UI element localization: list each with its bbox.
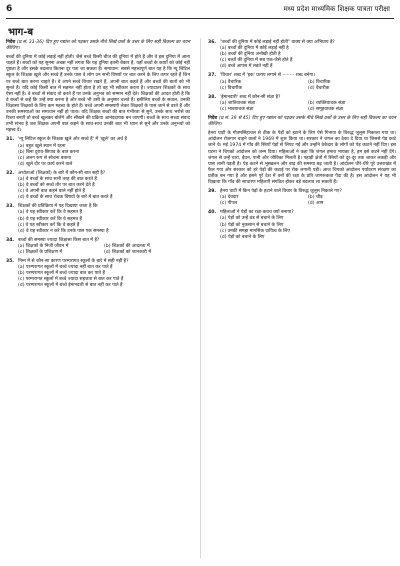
- answer-option: (b) विचारिक: [308, 79, 331, 85]
- answer-option: (d) आम: [308, 201, 324, 207]
- section-title: भाग-ब: [8, 27, 34, 38]
- answer-options: [208, 80, 396, 92]
- answer-option: (c) भाववाचक संज्ञा: [220, 106, 254, 112]
- left-column: [6, 40, 190, 293]
- question: [6, 171, 190, 201]
- question-38: [208, 95, 396, 113]
- question-number: 40.: [208, 210, 217, 216]
- answer-options: [208, 46, 396, 70]
- question-36: [208, 40, 396, 70]
- question: [208, 189, 396, 207]
- answer-options: [6, 144, 190, 168]
- question-number: 37.: [208, 73, 217, 79]
- question-number: 36.: [208, 40, 217, 45]
- question-number: 31.: [6, 137, 15, 143]
- answer-option: (d) समूहवाचक संज्ञा: [308, 106, 344, 112]
- header-rule: [6, 18, 394, 19]
- question-list: [6, 137, 190, 289]
- answer-option: (b) वे यह स्वीकार करें कि वे सहमत हैं: [18, 216, 82, 222]
- answer-options: [6, 244, 190, 256]
- passage: बच्चों की दुनिया में कोई लड़ाई नहीं होती। जैसे बच्चे किसी चीज की दुनिया में होते हैं और वे इस दुनिया में आना चाहते हैं। बच्चों को यह सुनना अच्छा नहीं लगता कि यह दुनिया इतनी बेकार है, यहाँ बच्चों के कार्यों को कोई नहीं पूछता है और इसके बदलाव कितना दूर पता जा सकता है। समाधान: सबसे महत्त्वपूर्ण बात यह है कि न्यू लिटिल स्कूल के शिक्षक खुले और सच्चे हैं उनके पास वे लोग उन सभी विषयों पर बात करने के लिए तत्पर रहते हैं जिन पर बच्चे बात करना चाहते हैं। वे अपने सच्चे विचार रखते हैं, अपनी बात कहते हैं और बच्चों की बातों को भी सुनते हैं। यदि कोई किसी बात में सहमत नहीं होता है तो वह भी स्वीकार करता है। ज्यादातर शिक्षकों के साथ ऐसा नहीं है। वे बच्चों से संवाद तो करते हैं पर उनके अनुभव को सम्मान नहीं देते। शिक्षकों की आदत होती है कि वे बच्चों से कहें कि उन्हें क्या करना है और बच्चे भी उसी के अनुसार चलते हैं। इसीलिए बच्चों के सवाल, उनकी जिज्ञासा शिक्षकों के लिए कम महत्त्व के होते हैं। बच्चे अपनी समस्याएँ लेकर शिक्षकों के पास जाने से डरते हैं और उनकी समस्याओं का समाधान नहीं हो पाता। यदि शिक्षक बच्चों की बात गंभीरता से सुनें, उनके साथ भरोसे का रिश्ता बनाएँ तो बच्चे खुलकर बोलेंगे और सीखने की प्रक्रिया आनंददायक बन जाएगी। बच्चों के साथ सच्चा संवाद तभी संभव है जब शिक्षक अपनी बात कहने के साथ-साथ उनकी बात भी ध्यान से सुनें और उनके अनुभवों को महत्त्व दें।: [6, 55, 190, 134]
- answer-option: (d) परम्परागत स्कूलों में बच्चे ईमानदारी से बात नहीं कर पाते हैं: [18, 283, 123, 289]
- instruction-text: (प्र.सं. 31-36) दिए हुए गद्यांश को पढ़कर उसके नीचे लिखे प्रश्नों के उत्तर के लिए सही विकल्प का चयन कीजिए।: [6, 40, 190, 52]
- question: [6, 204, 190, 234]
- question-text: हेनरा घाटी में किन पेड़ों के हटाने वाले विचार के विरुद्ध जुलूस निकाले गए?: [220, 189, 342, 195]
- question-number: 32.: [6, 170, 15, 176]
- page-header: [6, 4, 394, 18]
- question-number: 35.: [6, 259, 15, 265]
- question-stem: [6, 137, 190, 143]
- answer-options: [6, 210, 190, 234]
- answer-option: (b) शिक्षकों की आदतता में: [104, 243, 150, 249]
- question: [208, 95, 396, 113]
- answer-option: (c) वे अपनी बात कहने वाले नहीं होते हैं: [18, 189, 85, 195]
- answer-option: (c) वे यह स्वीकार करें कि वे कहते हैं: [18, 222, 80, 228]
- question-text: 'ईमानदारी' शब्द में कौन-सी संज्ञा है?: [220, 94, 281, 100]
- answer-option: (a) बहुत खुले स्थान में रहना: [18, 143, 66, 149]
- question: [208, 210, 396, 240]
- question-text: अध्येताओं (शिक्षकों) के बारे में कौन-सी बात सही है?: [18, 170, 106, 176]
- right-column: [208, 40, 396, 244]
- answer-option: (d) बच्चे आपस में लड़ते नहीं हैं: [220, 64, 273, 70]
- question-text: निम्न में से कौन-सा कारण परम्परागत स्कूलों के बारे में सही नहीं है?: [18, 259, 129, 265]
- question-number: 33.: [6, 204, 15, 210]
- question-40: [208, 210, 396, 240]
- answer-option: (b) चीड़: [308, 195, 323, 201]
- answer-option: (a) वे बच्चों के साथ सभी तरह की बात करते हैं: [18, 176, 97, 182]
- question-39: [208, 189, 396, 207]
- question-text: महिलाओं ने पेड़ों का रक्षा-कवच क्यों बनाया?: [220, 210, 294, 216]
- answer-option: (a) वे यह स्वीकार करें कि वे सहमत हैं: [18, 210, 82, 216]
- question: [208, 40, 396, 70]
- answer-options: [6, 265, 190, 289]
- question-number: 34.: [6, 237, 15, 243]
- answer-option: (d) वे बच्चों के साथ रोचक विषयों के बारे में बात करते हैं: [18, 195, 113, 201]
- answer-option: (a) परम्परागत स्कूलों में बच्चे ज्यादा नहीं बात कर पाते हैं: [18, 265, 113, 271]
- question: [208, 73, 396, 91]
- answer-option: (a) जातिवाचक संज्ञा: [220, 100, 256, 106]
- answer-option: (a) देवदार: [220, 195, 239, 201]
- question: [6, 137, 190, 167]
- answer-option: (b) वे बच्चों को सच्चे तौर पर बात करने देते हैं: [18, 183, 95, 189]
- answer-options: [6, 177, 190, 201]
- answer-option: (a) शिक्षकों के निजी जीवन में: [18, 243, 69, 249]
- instruction: [6, 40, 190, 52]
- passage: हेनरा घाटी के गौतमसिंहाचल से ठीक के पेड़ों को हटाने के लिए ऐसे गिनाया के विरुद्ध जुलूस निकाला गया था। आंदोलन रोज़गार चाहने वालों ने 1969 में शुरू किया था। सरकार ने जंगल का ठेका दे दिया था जिससे पेड़ काटे जाने थे। मई 1974 में गाँव की स्त्रियाँ पेड़ों से लिपट गईं और उन्होंने ठेकेदार के लोगों को पेड़ काटने नहीं दिए। इस घटना ने चिपको आंदोलन को जन्म दिया। महिलाओं ने कहा कि जंगल हमारा मायका है, हम इसे कटने नहीं देंगे। जंगल से उन्हें चारा, ईंधन, पानी और जीविका मिलती है। पहाड़ी क्षेत्रों में स्त्रियों को दूर-दूर तक जाकर लकड़ी और घास लानी पड़ती है। पेड़ कटने से भूस्खलन और बाढ़ की समस्या बढ़ जाती है। आंदोलन धीरे-धीरे पूरे उत्तराखंड में फैल गया और सरकार को हरे पेड़ों की कटाई पर रोक लगानी पड़ी। आज चिपको आंदोलन पर्यावरण संरक्षण का प्रतीक बन गया है और इसने पूरे देश में वनों की रक्षा के प्रति जागरूकता पैदा की है। इस आंदोलन ने यह भी दिखाया कि गाँव की साधारण महिलाएँ संगठित होकर बड़े बदलाव ला सकती हैं।: [208, 131, 396, 185]
- question-text: 'विचार' शब्द में 'इक' प्रत्यय लगाने से ········ शब्द बनेगा।: [220, 73, 315, 79]
- question-text: शिक्षकों की प्रतिक्रिया में यह दिखाया जाता है कि: [18, 204, 98, 210]
- answer-options: [208, 101, 396, 113]
- instruction-label: निर्देश: [6, 40, 16, 45]
- question-text: 'न्यू लिटिल स्कूल के शिक्षक खुले और सच्चे हैं' में 'खुले' का अर्थ है: [18, 137, 127, 143]
- answer-option: (c) बच्चों की दुनिया में सब एक-जैसे होते हैं: [220, 58, 293, 64]
- answer-option: (b) बिना दुराव-छिपाव के बात करना: [18, 149, 79, 155]
- answer-option: (d) वे यह स्वीकार न करें कि उनके पास एक समस्या है: [18, 228, 109, 234]
- question: [6, 238, 190, 256]
- question-text: "बच्चों की दुनिया में कोई लड़ाई नहीं होती" वाक्य से क्या अभिप्राय है?: [220, 40, 335, 45]
- instruction: [208, 116, 396, 128]
- answer-option: (c) विचारीक: [220, 85, 243, 91]
- instruction-label: निर्देश: [208, 116, 218, 122]
- answer-option: (c) शिक्षकों के प्रशिक्षण में: [18, 250, 63, 255]
- answer-option: (a) बच्चों की दुनिया में कोई लड़ाई नहीं है: [220, 46, 289, 52]
- column-divider: [200, 38, 201, 558]
- answer-option: (d) पेड़ों को बचाने के लिए: [220, 234, 265, 240]
- answer-option: (c) अलग रूप से सोचना बताना: [18, 155, 72, 161]
- answer-option: (a) पेड़ों को उन्हें ठंड से बचाने के लिए: [220, 216, 284, 222]
- answer-option: (d) शिक्षकों को जानकारी में: [104, 250, 152, 255]
- answer-option: (d) खुले दौर पर कार्य करने वाले: [18, 161, 73, 167]
- question-number: 38.: [208, 94, 217, 100]
- answer-option: (c) पीपल: [220, 201, 238, 207]
- page-number: 6: [6, 4, 13, 14]
- answer-option: (b) व्यक्तिवाचक संज्ञा: [308, 100, 346, 106]
- answer-options: [208, 216, 396, 240]
- answer-option: (a) वैचारिक: [220, 79, 242, 85]
- answer-option: (b) पेड़ों को नुकसान से बचाने के लिए: [220, 222, 284, 228]
- exam-title: मध्य प्रदेश माध्यमिक शिक्षक पात्रता परीक्षा: [283, 5, 390, 13]
- question: [6, 259, 190, 289]
- answer-option: (b) परम्परागत स्कूलों में बच्चे ज्यादा बात कर पाते हैं: [18, 271, 105, 277]
- question-text: बच्चों की समस्या ज्यादा जिज्ञासा किस बात में है?: [18, 237, 100, 243]
- answer-option: (b) बच्चों की दुनिया अनोखी होती है: [220, 52, 281, 58]
- answer-option: (c) परम्परागत स्कूलों में बच्चे ज्यादा सहजता से बात कर पाते हैं: [18, 277, 124, 283]
- question-number: 39.: [208, 189, 217, 195]
- question-37: [208, 73, 396, 91]
- answer-options: [208, 195, 396, 207]
- answer-option: (d) वैचारीक: [308, 85, 330, 91]
- instruction-text: (प्र.सं. 39 से 45) दिए हुए गद्यांश को पढ़कर उसके नीचे लिखे प्रश्नों के उत्तर के लिए सही विकल्प का चयन कीजिए।: [208, 116, 396, 128]
- answer-option: (c) उनकी समझ मानसिक दायित्व के लिए: [220, 228, 290, 234]
